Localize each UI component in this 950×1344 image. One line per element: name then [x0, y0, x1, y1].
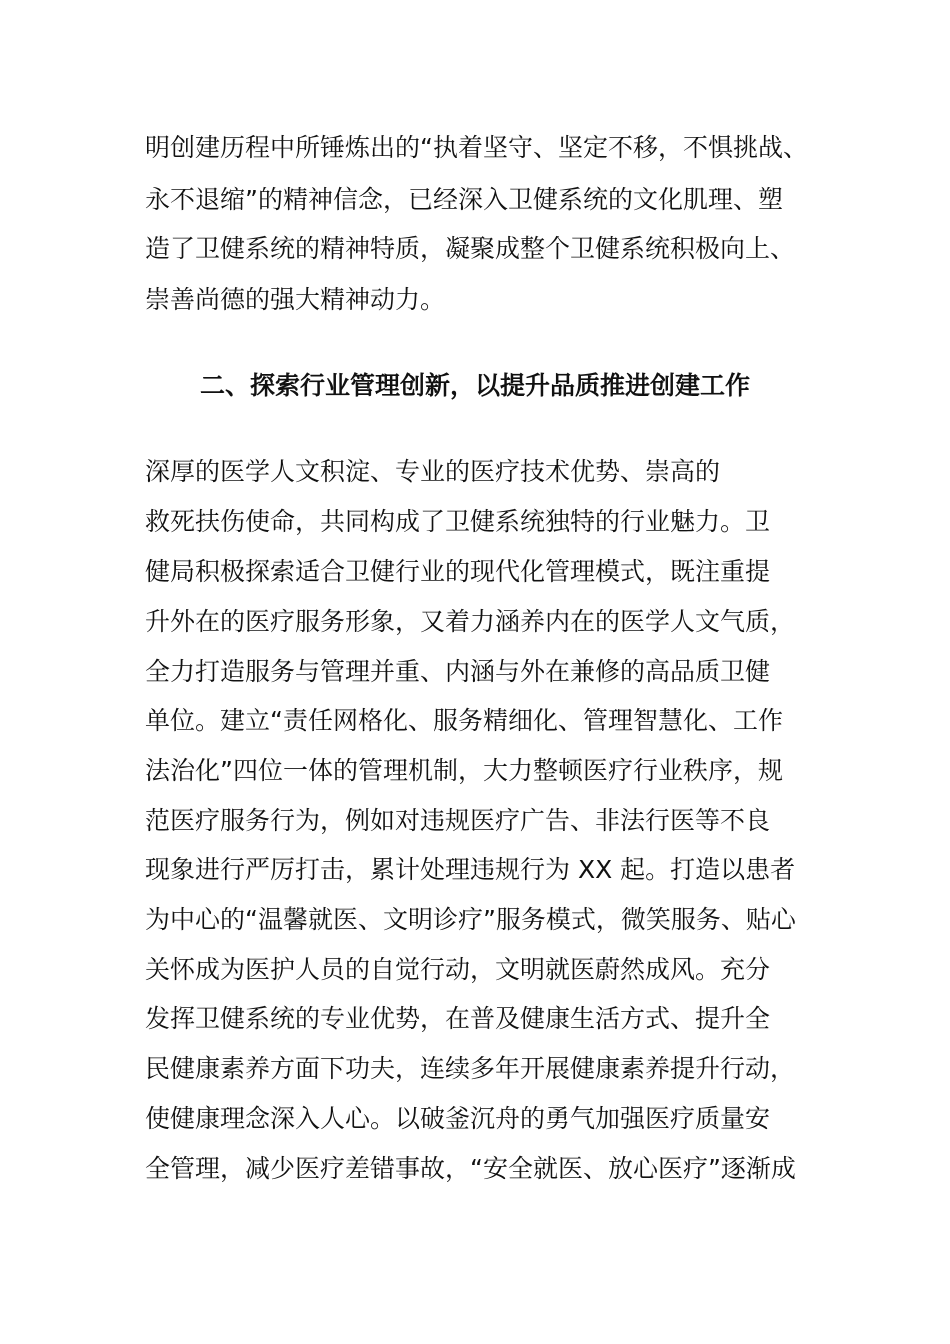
paragraph-line: 全管理，减少医疗差错事故，“安全就医、放心医疗”逐渐成	[145, 1154, 796, 1183]
paragraph-line: 为中心的“温馨就医、文明诊疗”服务模式，微笑服务、贴心	[145, 905, 796, 934]
paragraph-line: 现象进行严厉打击，累计处理违规行为 XX 起。打造以患者	[145, 855, 796, 884]
paragraph-line: 民健康素养方面下功夫，连续多年开展健康素养提升行动，	[145, 1054, 796, 1083]
paragraph-line: 升外在的医疗服务形象，又着力涵养内在的医学人文气质，	[145, 607, 796, 636]
paragraph-line: 单位。建立“责任网格化、服务精细化、管理智慧化、工作	[145, 706, 783, 735]
paragraph-line: 范医疗服务行为，例如对违规医疗广告、非法行医等不良	[145, 806, 771, 835]
paragraph-line: 使健康理念深入人心。以破釜沉舟的勇气加强医疗质量安	[145, 1104, 771, 1133]
paragraph-line: 明创建历程中所锤炼出的“执着坚守、坚定不移，不惧挑战、	[145, 133, 808, 162]
paragraph-line: 法治化”四位一体的管理机制，大力整顿医疗行业秩序，规	[145, 756, 783, 785]
paragraph-line: 救死扶伤使命，共同构成了卫健系统独特的行业魅力。卫	[145, 507, 771, 536]
paragraph-line: 深厚的医学人文积淀、专业的医疗技术优势、崇高的	[145, 457, 721, 486]
paragraph-line: 造了卫健系统的精神特质，凝聚成整个卫健系统积极向上、	[145, 234, 796, 263]
paragraph-line: 全力打造服务与管理并重、内涵与外在兼修的高品质卫健	[145, 657, 771, 686]
paragraph-line: 关怀成为医护人员的自觉行动，文明就医蔚然成风。充分	[145, 955, 771, 984]
paragraph-line: 健局积极探索适合卫健行业的现代化管理模式，既注重提	[145, 557, 771, 586]
paragraph-line: 崇善尚德的强大精神动力。	[145, 285, 446, 314]
paragraph-line: 发挥卫健系统的专业优势，在普及健康生活方式、提升全	[145, 1004, 771, 1033]
section-heading: 二、探索行业管理创新，以提升品质推进创建工作	[199, 371, 750, 400]
paragraph-line: 永不退缩”的精神信念，已经深入卫健系统的文化肌理、塑	[145, 185, 783, 214]
